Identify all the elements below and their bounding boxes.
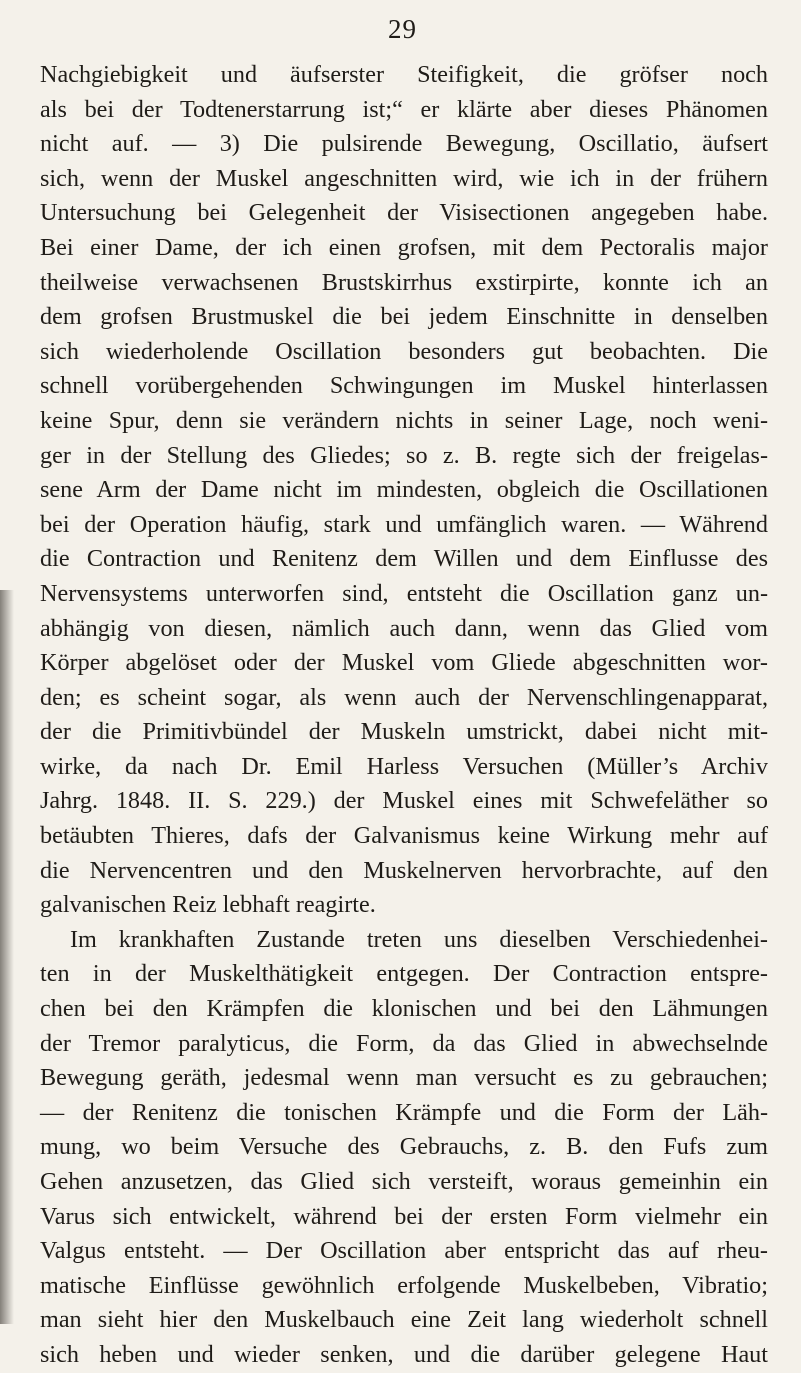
text-line: ger in der Stellung des Gliedes; so z. B. regte sich der freigelas- — [40, 441, 768, 469]
text-line: dem grofsen Brustmuskel die bei jedem Einschnitte in denselben — [40, 303, 768, 331]
text-line: Im krankhaften Zustande treten uns dieselben Verschiedenhei- — [70, 925, 768, 953]
text-line: Jahrg. 1848. II. S. 229.) der Muskel eines mit Schwefeläther so — [40, 787, 768, 815]
text-line: ten in der Muskelthätigkeit entgegen. Der Contraction entspre- — [40, 960, 768, 988]
text-line: galvanischen Reiz lebhaft reagirte. — [40, 891, 376, 919]
text-line: die Contraction und Renitenz dem Willen und dem Einflusse des — [40, 545, 768, 573]
text-line: die Nervencentren und den Muskelnerven hervorbrachte, auf den — [40, 856, 768, 884]
text-line: keine Spur, denn sie verändern nichts in seiner Lage, noch weni- — [40, 406, 768, 434]
text-line: Nervensystems unterworfen sind, entsteht die Oscillation ganz un- — [40, 579, 768, 607]
text-line: theilweise verwachsenen Brustskirrhus exstirpirte, konnte ich an — [40, 268, 768, 296]
text-line: — der Renitenz die tonischen Krämpfe und die Form der Läh- — [40, 1098, 768, 1126]
text-line: bei der Operation häufig, stark und umfänglich waren. — Während — [40, 510, 768, 538]
text-line: der Tremor paralyticus, die Form, da das Glied in abwechselnde — [40, 1029, 768, 1057]
text-line: chen bei den Krämpfen die klonischen und bei den Lähmungen — [40, 995, 768, 1023]
text-line: Körper abgelöset oder der Muskel vom Gliede abgeschnitten wor- — [40, 649, 768, 677]
text-line: sich, wenn der Muskel angeschnitten wird, wie ich in der frühern — [40, 164, 768, 192]
text-line: Gehen anzusetzen, das Glied sich versteift, woraus gemeinhin ein — [40, 1168, 768, 1195]
text-line: als bei der Todtenerstarrung ist;“ er klärte aber dieses Phänomen — [40, 95, 768, 123]
body-text — [40, 58, 768, 1373]
text-line: Valgus entsteht. — Der Oscillation aber entspricht das auf rheu- — [40, 1237, 768, 1265]
text-line: mung, wo beim Versuche des Gebrauchs, z. B. den Fufs zum — [40, 1133, 768, 1161]
text-line: nicht auf. — 3) Die pulsirende Bewegung, Oscillatio, äufsert — [40, 130, 768, 158]
text-line: betäubten Thieres, dafs der Galvanismus keine Wirkung mehr auf — [40, 822, 768, 850]
text-line: abhängig von diesen, nämlich auch dann, wenn das Glied vom — [40, 614, 768, 642]
text-line: man sieht hier den Muskelbauch eine Zeit lang wiederholt schnell — [40, 1306, 768, 1334]
text-line: sene Arm der Dame nicht im mindesten, obgleich die Oscillationen — [40, 476, 768, 504]
text-line: der die Primitivbündel der Muskeln umstrickt, dabei nicht mit- — [40, 718, 768, 746]
text-line: schnell vorübergehenden Schwingungen im Muskel hinterlassen — [40, 372, 768, 400]
text-line: Nachgiebigkeit und äufserster Steifigkeit, die gröfser noch — [40, 61, 768, 88]
text-line: matische Einflüsse gewöhnlich erfolgende Muskelbeben, Vibratio; — [40, 1271, 768, 1299]
text-line: sich wiederholende Oscillation besonders gut beobachten. Die — [40, 337, 768, 365]
text-line: wirke, da nach Dr. Emil Harless Versuchen (Müller’s Archiv — [40, 752, 768, 780]
text-line: Bewegung geräth, jedesmal wenn man versucht es zu gebrauchen; — [40, 1064, 768, 1092]
text-line: den; es scheint sogar, als wenn auch der Nervenschlingenapparat, — [40, 683, 768, 711]
page-number: 29 — [388, 14, 417, 44]
text-line: sich heben und wieder senken, und die darüber gelegene Haut — [40, 1340, 768, 1368]
text-line: Varus sich entwickelt, während bei der ersten Form vielmehr ein — [40, 1202, 768, 1230]
binding-shadow — [0, 590, 14, 1324]
text-line: Untersuchung bei Gelegenheit der Visisectionen angegeben habe. — [40, 199, 768, 227]
text-line: Bei einer Dame, der ich einen grofsen, mit dem Pectoralis major — [40, 233, 768, 261]
